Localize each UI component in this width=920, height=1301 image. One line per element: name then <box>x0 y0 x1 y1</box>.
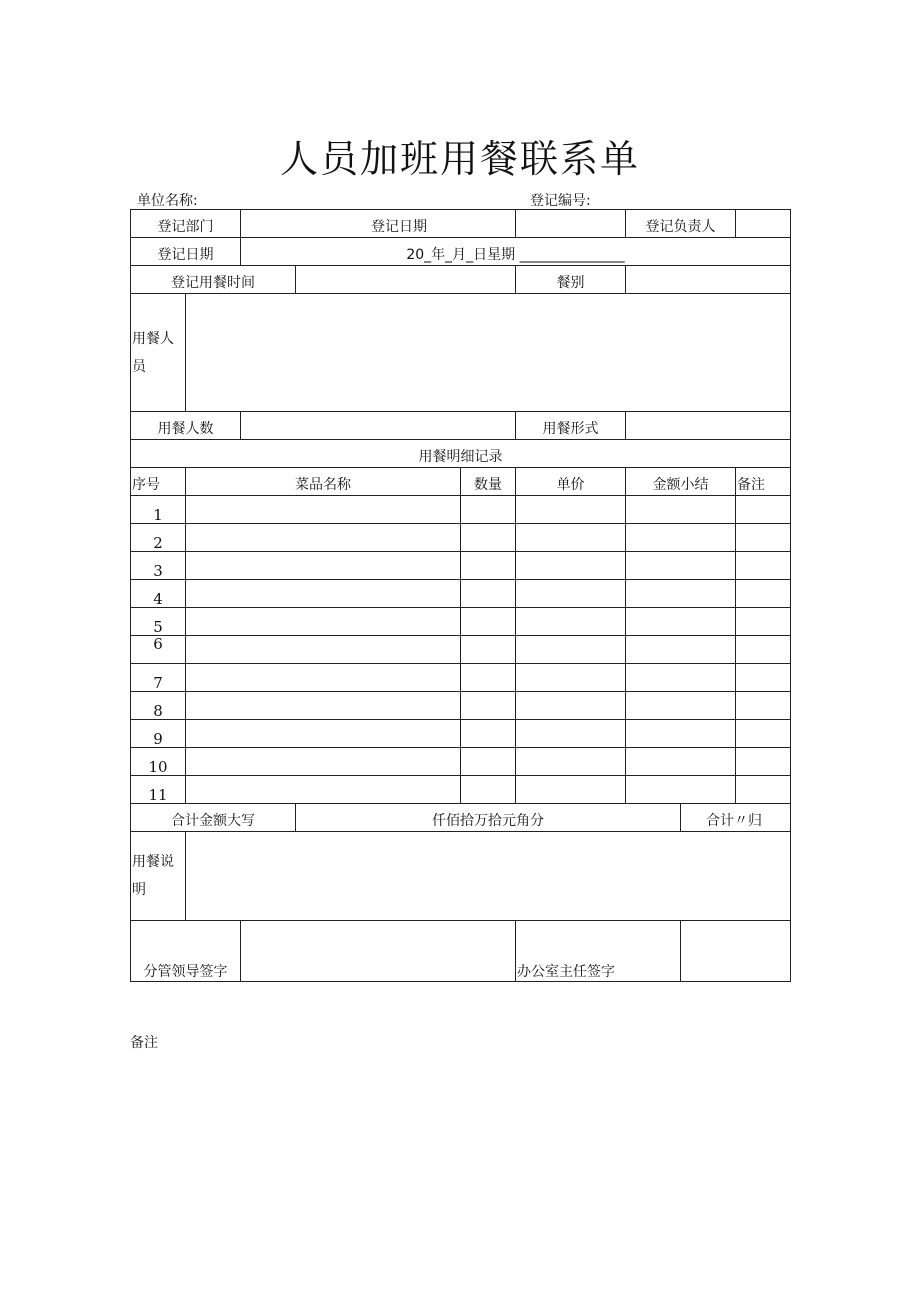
price-cell[interactable] <box>516 636 626 664</box>
office-sign-label: 办公室主任签字 <box>516 921 681 982</box>
row-total <box>131 804 791 832</box>
row-detail-title <box>131 440 791 468</box>
remark-cell[interactable] <box>736 776 791 804</box>
detail-title: 用餐明细记录 <box>131 440 791 468</box>
owner-label: 登记负责人 <box>626 210 736 238</box>
col-header-subtotal: 金额小结 <box>626 468 736 496</box>
reg-no-label: 登记编号: <box>530 193 591 209</box>
remark-cell[interactable] <box>736 580 791 608</box>
qty-cell[interactable] <box>461 776 516 804</box>
qty-cell[interactable] <box>461 636 516 664</box>
dish-cell[interactable] <box>186 748 461 776</box>
row-meal-time <box>131 266 791 294</box>
remark-cell[interactable] <box>736 608 791 636</box>
table-row <box>131 664 791 692</box>
col-header-qty: 数量 <box>461 468 516 496</box>
reg-date-value[interactable]: 20_年_月_日星期 _______________ <box>241 238 791 266</box>
table-row <box>131 720 791 748</box>
row-count <box>131 412 791 440</box>
col-header-remark: 备注 <box>736 468 791 496</box>
table-row <box>131 496 791 524</box>
col-header-dish: 菜品名称 <box>186 468 461 496</box>
table-row <box>131 692 791 720</box>
dish-cell[interactable] <box>186 580 461 608</box>
table-row <box>131 608 791 636</box>
remark-cell[interactable] <box>736 664 791 692</box>
qty-cell[interactable] <box>461 720 516 748</box>
leader-sign-value[interactable] <box>241 921 516 982</box>
subtotal-cell[interactable] <box>626 776 736 804</box>
remark-cell[interactable] <box>736 524 791 552</box>
qty-cell[interactable] <box>461 664 516 692</box>
table-row <box>131 552 791 580</box>
dish-cell[interactable] <box>186 608 461 636</box>
price-cell[interactable] <box>516 776 626 804</box>
qty-cell[interactable] <box>461 496 516 524</box>
date-value-cell[interactable] <box>516 210 626 238</box>
remark-cell[interactable] <box>736 748 791 776</box>
row-index: 10 <box>131 748 186 776</box>
total-units[interactable]: 仟佰拾万拾元角分 <box>296 804 681 832</box>
dish-cell[interactable] <box>186 636 461 664</box>
qty-cell[interactable] <box>461 552 516 580</box>
subtotal-cell[interactable] <box>626 748 736 776</box>
diners-label: 用餐人员 <box>131 294 186 412</box>
sum-label: 合计〃归 <box>681 804 791 832</box>
unit-name-label: 单位名称: <box>137 193 198 209</box>
row-index: 2 <box>131 524 186 552</box>
meal-type-value[interactable] <box>626 266 791 294</box>
footer-note: 备注 <box>130 1035 158 1051</box>
row-index: 11 <box>131 776 186 804</box>
qty-cell[interactable] <box>461 692 516 720</box>
remark-cell[interactable] <box>736 636 791 664</box>
subtotal-cell[interactable] <box>626 552 736 580</box>
row-note <box>131 832 791 921</box>
remark-cell[interactable] <box>736 692 791 720</box>
row-index: 8 <box>131 692 186 720</box>
leader-sign-label: 分管领导签字 <box>131 921 241 982</box>
row-index: 5 <box>131 608 186 636</box>
detail-rows <box>131 496 791 804</box>
meal-time-value[interactable] <box>296 266 516 294</box>
diners-value[interactable] <box>186 294 791 412</box>
row-index: 9 <box>131 720 186 748</box>
price-cell[interactable] <box>516 692 626 720</box>
price-cell[interactable] <box>516 720 626 748</box>
meal-time-label: 登记用餐时间 <box>131 266 296 294</box>
remark-cell[interactable] <box>736 552 791 580</box>
row-diners <box>131 294 791 412</box>
dish-cell[interactable] <box>186 776 461 804</box>
subtotal-cell[interactable] <box>626 720 736 748</box>
table-row <box>131 524 791 552</box>
price-cell[interactable] <box>516 608 626 636</box>
subtotal-cell[interactable] <box>626 636 736 664</box>
dish-cell[interactable] <box>186 664 461 692</box>
page-title: 人员加班用餐联系单 <box>279 137 640 181</box>
row-index: 4 <box>131 580 186 608</box>
total-label: 合计金额大写 <box>131 804 296 832</box>
dish-cell[interactable] <box>186 552 461 580</box>
subtotal-cell[interactable] <box>626 524 736 552</box>
remark-cell[interactable] <box>736 720 791 748</box>
price-cell[interactable] <box>516 748 626 776</box>
subtotal-cell[interactable] <box>626 692 736 720</box>
row-columns <box>131 468 791 496</box>
dish-cell[interactable] <box>186 496 461 524</box>
price-cell[interactable] <box>516 552 626 580</box>
count-label: 用餐人数 <box>131 412 241 440</box>
subtotal-cell[interactable] <box>626 608 736 636</box>
table-row <box>131 580 791 608</box>
form-value[interactable] <box>626 412 791 440</box>
subtotal-cell[interactable] <box>626 496 736 524</box>
table-row <box>131 748 791 776</box>
reg-date-label: 登记日期 <box>131 238 241 266</box>
row-department <box>131 210 791 238</box>
price-cell[interactable] <box>516 580 626 608</box>
form-label: 用餐形式 <box>516 412 626 440</box>
meal-type-label: 餐别 <box>516 266 626 294</box>
qty-cell[interactable] <box>461 608 516 636</box>
dish-cell[interactable] <box>186 692 461 720</box>
dish-cell[interactable] <box>186 524 461 552</box>
row-date <box>131 238 791 266</box>
count-value[interactable] <box>241 412 516 440</box>
subtotal-cell[interactable] <box>626 580 736 608</box>
price-cell[interactable] <box>516 496 626 524</box>
price-cell[interactable] <box>516 524 626 552</box>
meal-form-table <box>130 209 791 982</box>
dept-label: 登记部门 <box>131 210 241 238</box>
qty-cell[interactable] <box>461 748 516 776</box>
qty-cell[interactable] <box>461 524 516 552</box>
date-label: 登记日期 <box>371 219 427 235</box>
row-index: 7 <box>131 664 186 692</box>
row-index: 6 <box>131 636 186 664</box>
table-row <box>131 636 791 664</box>
date-label-cell <box>241 210 516 238</box>
row-index: 1 <box>131 496 186 524</box>
owner-value-cell[interactable] <box>736 210 791 238</box>
col-header-price: 单价 <box>516 468 626 496</box>
price-cell[interactable] <box>516 664 626 692</box>
meal-note-label: 用餐说明 <box>131 832 186 921</box>
qty-cell[interactable] <box>461 580 516 608</box>
remark-cell[interactable] <box>736 496 791 524</box>
table-row <box>131 776 791 804</box>
office-sign-value[interactable] <box>681 921 791 982</box>
meal-note-value[interactable] <box>186 832 791 921</box>
row-signatures <box>131 921 791 982</box>
subtotal-cell[interactable] <box>626 664 736 692</box>
col-header-index: 序号 <box>131 468 186 496</box>
row-index: 3 <box>131 552 186 580</box>
dish-cell[interactable] <box>186 720 461 748</box>
